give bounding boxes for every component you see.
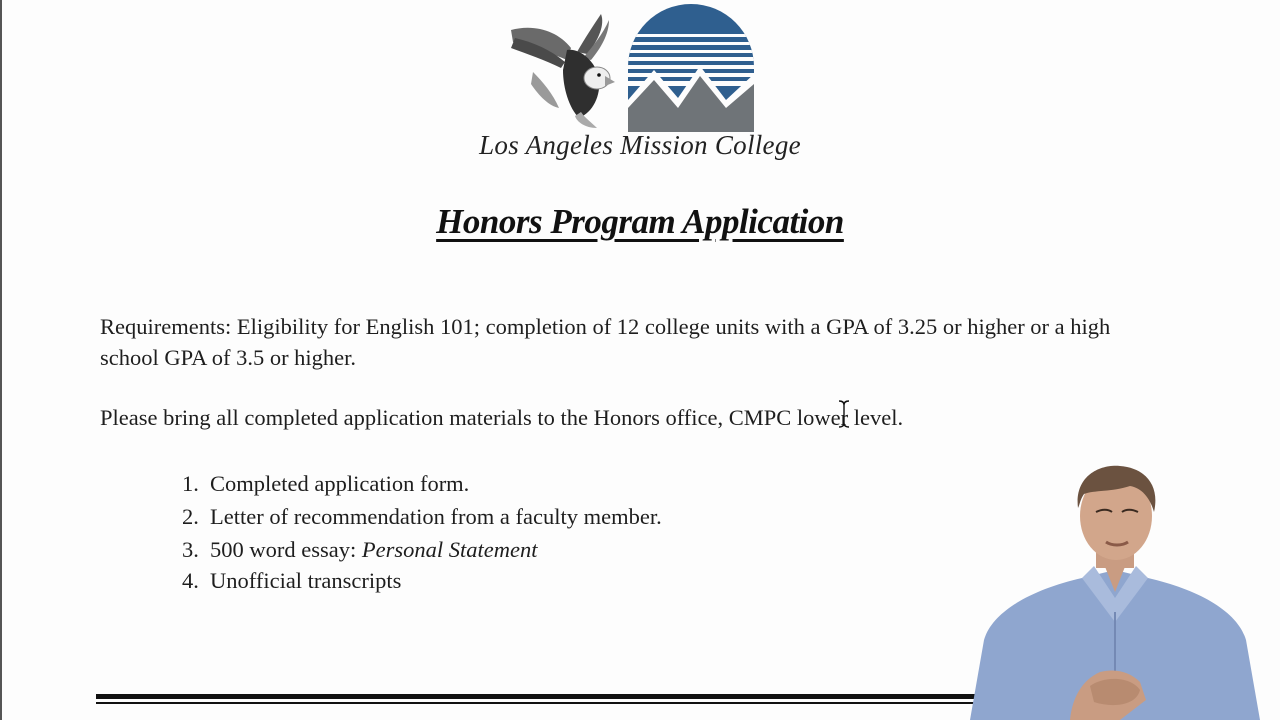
eagle-icon: [505, 8, 617, 130]
footer-rule-thick: [96, 694, 986, 699]
list-item-number: 4.: [182, 567, 199, 593]
list-item-text: 500 word essay:: [210, 536, 362, 562]
page-title: Honors Program Application: [436, 202, 844, 241]
list-item: [182, 566, 662, 595]
list-item-text: Completed application form.: [210, 470, 470, 496]
instructions-text: Please bring all completed application materials to the Honors office, CMPC lower level.: [100, 405, 904, 430]
list-item: [182, 533, 662, 566]
list-item: [182, 500, 662, 533]
list-item-number: 2.: [182, 503, 199, 529]
list-item-emphasis: Personal Statement: [361, 536, 538, 562]
list-item-number: 3.: [182, 536, 199, 562]
requirements-text: Requirements: Eligibility for English 101; completion of 12 college units with a GPA of 3.25 or higher or a high school GPA of 3.5 or higher.: [100, 314, 1111, 370]
list-item-text: Letter of recommendation from a faculty member.: [210, 503, 662, 529]
list-item: [182, 467, 662, 500]
sign-language-presenter: [970, 462, 1260, 720]
college-name: Los Angeles Mission College: [479, 130, 801, 160]
materials-list: [182, 467, 662, 595]
list-item-number: 1.: [182, 470, 199, 496]
page-left-border: [0, 0, 2, 720]
text-cursor-icon: [838, 400, 850, 428]
list-item-text: Unofficial transcripts: [210, 567, 402, 593]
footer-rule-thin: [96, 702, 986, 704]
college-logo-mountains-icon: [628, 4, 754, 132]
